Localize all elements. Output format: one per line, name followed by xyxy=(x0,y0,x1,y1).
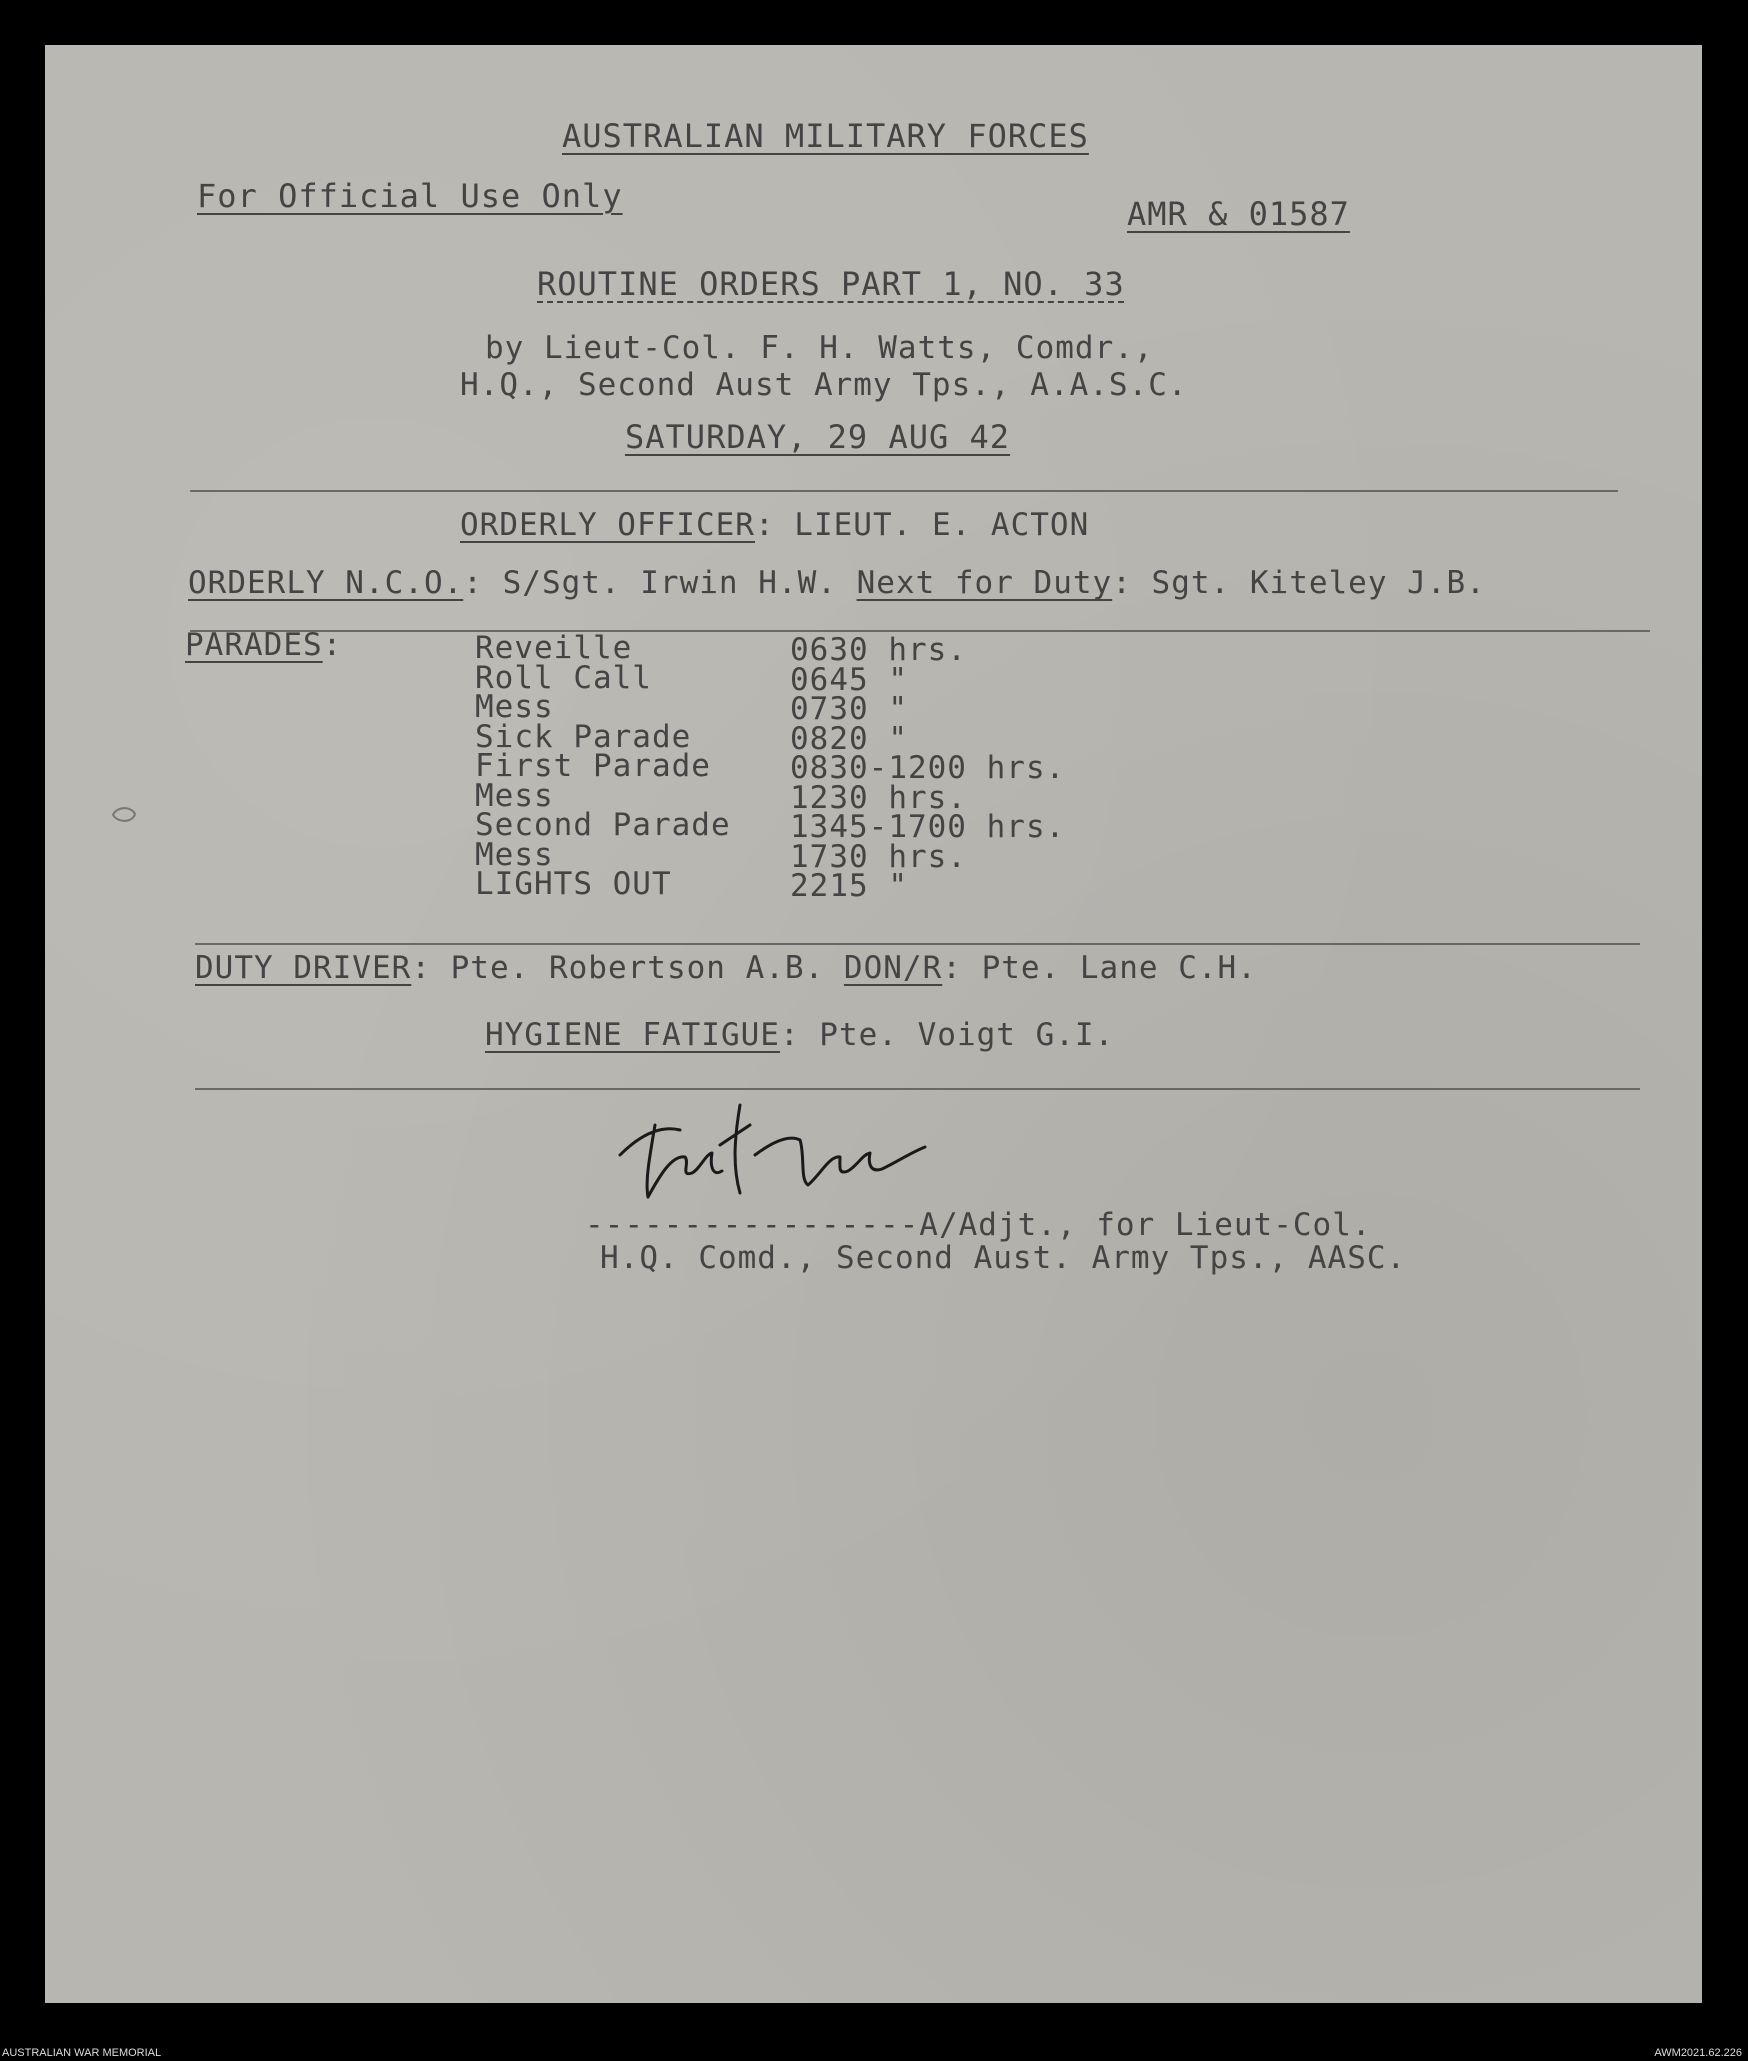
parade-event: Mess xyxy=(475,778,554,814)
hygiene-fatigue-value: : Pte. Voigt G.I. xyxy=(779,1017,1115,1053)
parades-colon: : xyxy=(322,627,343,663)
parade-time: 0730 " xyxy=(790,691,908,727)
footer-archive-name: AUSTRALIAN WAR MEMORIAL xyxy=(2,2047,162,2059)
parade-event: Second Parade xyxy=(475,807,731,843)
parade-time: 1230 hrs. xyxy=(790,780,967,816)
next-for-duty-value: : Sgt. Kiteley J.B. xyxy=(1112,565,1486,601)
document-title: AUSTRALIAN MILITARY FORCES xyxy=(562,117,1089,155)
divider xyxy=(195,943,1640,945)
parade-event: Reveille xyxy=(475,630,633,666)
hygiene-fatigue-label: HYGIENE FATIGUE xyxy=(485,1017,780,1053)
parade-event: Mess xyxy=(475,837,554,873)
orderly-officer-label: ORDERLY OFFICER xyxy=(460,507,755,543)
parade-event: Roll Call xyxy=(475,660,652,696)
don-r-value: : Pte. Lane C.H. xyxy=(942,950,1257,986)
parade-time: 0820 " xyxy=(790,721,908,757)
parade-event: First Parade xyxy=(475,748,711,784)
parade-time: 0830-1200 hrs. xyxy=(790,750,1066,786)
order-date: SATURDAY, 29 AUG 42 xyxy=(625,418,1011,456)
parade-time: 1730 hrs. xyxy=(790,839,967,875)
hygiene-fatigue-line xyxy=(485,1017,1114,1053)
reference-number: AMR & 01587 xyxy=(1127,195,1350,233)
paper-punch-mark-icon xyxy=(105,800,145,830)
classification: For Official Use Only xyxy=(197,177,623,215)
don-r-label: DON/R xyxy=(843,950,943,986)
orderly-nco-value: : S/Sgt. Irwin H.W. xyxy=(463,565,837,601)
parades-label: PARADES xyxy=(185,627,323,663)
duty-driver-line xyxy=(195,950,1257,986)
orderly-officer-value: : LIEUT. E. ACTON xyxy=(754,507,1090,543)
signature-line-2: H.Q. Comd., Second Aust. Army Tps., AASC. xyxy=(600,1240,1407,1276)
parade-time: 1345-1700 hrs. xyxy=(790,809,1066,845)
issuer-line-2: H.Q., Second Aust Army Tps., A.A.S.C. xyxy=(460,367,1188,403)
parades-heading xyxy=(185,627,342,663)
orders-heading: ROUTINE ORDERS PART 1, NO. 33 xyxy=(537,265,1125,303)
footer-archive-id: AWM2021.62.226 xyxy=(1654,2047,1742,2059)
issuer-line-1: by Lieut-Col. F. H. Watts, Comdr., xyxy=(485,330,1154,366)
signature-line-1: -----------------A/Adjt., for Lieut-Col. xyxy=(585,1207,1372,1243)
orderly-nco-label: ORDERLY N.C.O. xyxy=(188,565,464,601)
next-for-duty-label: Next for Duty xyxy=(856,565,1113,601)
parade-event: Sick Parade xyxy=(475,719,692,755)
duty-driver-value: : Pte. Robertson A.B. xyxy=(411,950,825,986)
parade-time: 0630 hrs. xyxy=(790,632,967,668)
parade-time: 2215 " xyxy=(790,868,908,904)
divider xyxy=(190,490,1618,492)
document-page xyxy=(45,45,1702,2003)
orderly-nco-line xyxy=(188,565,1486,601)
duty-driver-label: DUTY DRIVER xyxy=(195,950,412,986)
parade-event: Mess xyxy=(475,689,554,725)
parade-event: LIGHTS OUT xyxy=(475,866,672,902)
parade-time: 0645 " xyxy=(790,662,908,698)
handwritten-signature xyxy=(600,1085,940,1205)
orderly-officer-line xyxy=(460,507,1089,543)
